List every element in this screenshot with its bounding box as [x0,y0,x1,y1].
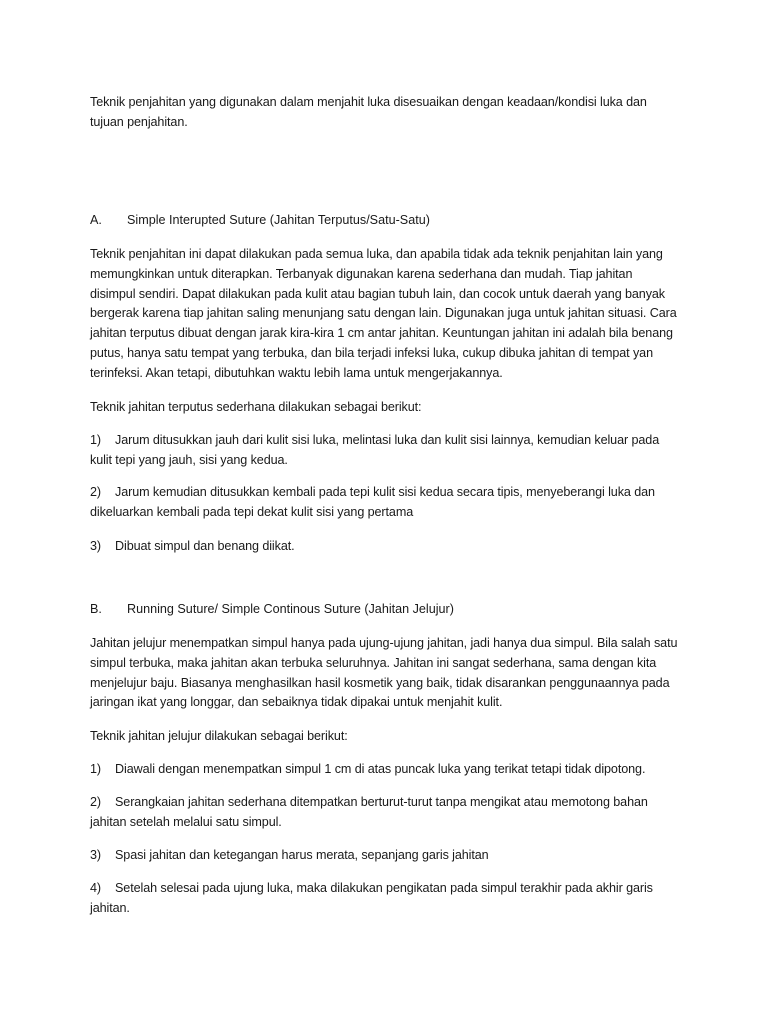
step-number: 2) [90,485,101,499]
section-a-step-2 [90,483,680,523]
step-text: Jarum kemudian ditusukkan kembali pada tepi kulit sisi kedua secara tipis, menyeberangi luka dan dikeluarkan kembali pada tepi dekat kulit sisi yang pertama [90,485,655,519]
step-number: 3) [90,539,101,553]
step-number: 1) [90,433,101,447]
section-b-title: Running Suture/ Simple Continous Suture (Jahitan Jelujur) [127,602,454,616]
section-b-heading [90,600,680,620]
section-a-description: Teknik penjahitan ini dapat dilakukan pada semua luka, dan apabila tidak ada teknik penjahitan lain yang memungkinkan untuk diterapkan. Terbanyak digunakan karena sederhana dan mudah. Tiap jahitan disimpul sendiri. Dapat dilakukan pada kulit atau bagian tubuh lain, dan cocok untuk daerah yang banyak bergerak karena tiap jahitan saling menunjang satu dengan lain. Digunakan juga untuk jahitan situasi. Cara jahitan terputus dibuat dengan jarak kira-kira 1 cm antar jahitan. Keuntungan jahitan ini adalah bila benang putus, hanya satu tempat yang terbuka, dan bila terjadi infeksi luka, cukup dibuka jahitan di tempat yan terinfeksi. Akan tetapi, dibutuhkan waktu lebih lama untuk mengerjakannya. [90,247,677,380]
section-a-title: Simple Interupted Suture (Jahitan Terputus/Satu-Satu) [127,213,430,227]
section-b-step-3 [90,846,680,866]
section-b-steps-intro: Teknik jahitan jelujur dilakukan sebagai berikut: [90,729,348,743]
step-text: Dibuat simpul dan benang diikat. [115,539,295,553]
section-b-step-1 [90,760,680,780]
step-text: Diawali dengan menempatkan simpul 1 cm di atas puncak luka yang terikat tetapi tidak dipotong. [115,762,646,776]
section-b-step-2 [90,793,680,833]
section-a-step-1 [90,431,680,471]
step-number: 2) [90,795,101,809]
section-a-letter: A. [90,213,102,227]
step-text: Serangkaian jahitan sederhana ditempatkan berturut-turut tanpa mengikat atau memotong bahan jahitan setelah melalui satu simpul. [90,795,648,829]
step-number: 3) [90,848,101,862]
step-text: Spasi jahitan dan ketegangan harus merata, sepanjang garis jahitan [115,848,489,862]
section-a-steps-intro: Teknik jahitan terputus sederhana dilakukan sebagai berikut: [90,400,422,414]
section-b-description: Jahitan jelujur menempatkan simpul hanya pada ujung-ujung jahitan, jadi hanya dua simpul. Bila salah satu simpul terbuka, maka jahitan akan terbuka seluruhnya. Jahitan ini sangat sederhana, sama dengan kita menjelujur baju. Biasanya menghasilkan hasil kosmetik yang baik, tidak disarankan penggunaannya pada jaringan ikat yang longgar, dan sebaiknya tidak dipakai untuk menjahit kulit. [90,636,678,710]
step-number: 4) [90,881,101,895]
section-a-heading [90,211,680,231]
step-text: Setelah selesai pada ujung luka, maka dilakukan pengikatan pada simpul terakhir pada akhir garis jahitan. [90,881,653,915]
section-b-letter: B. [90,602,102,616]
section-a-step-3 [90,537,680,557]
intro-paragraph: Teknik penjahitan yang digunakan dalam menjahit luka disesuaikan dengan keadaan/kondisi luka dan tujuan penjahitan. [90,95,647,129]
step-text: Jarum ditusukkan jauh dari kulit sisi luka, melintasi luka dan kulit sisi lainnya, kemudian keluar pada kulit tepi yang jauh, sisi yang kedua. [90,433,660,467]
step-number: 1) [90,762,101,776]
section-b-step-4 [90,879,680,919]
